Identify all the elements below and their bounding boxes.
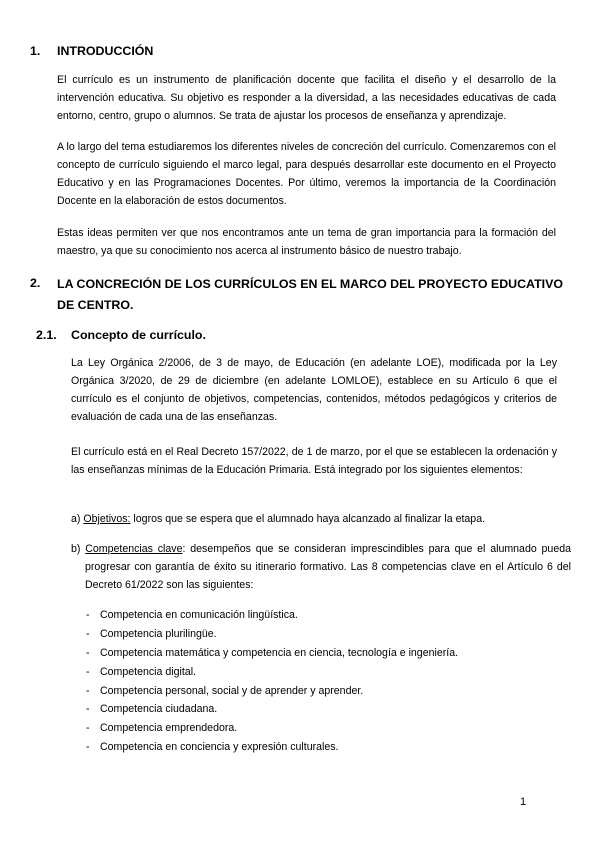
term-competencias-clave: Competencias clave (85, 543, 183, 555)
list-item: - Competencia en comunicación lingüística. (86, 606, 458, 625)
list-item-a (71, 510, 557, 528)
item-text: logros que se espera que el alumnado haya alcanzado al finalizar la etapa. (130, 513, 486, 525)
paragraph: La Ley Orgánica 2/2006, de 3 de mayo, de Educación (en adelante LOE), modificada por la Ley Orgánica 3/2020, de 29 de diciembre (en adelante LOMLOE), establece en su Artículo 6 que el currículo es el conjunto de objetivos, competencias, contenidos, métodos pedagógicos y criterios de evaluación de cada una de las enseñanzas. (71, 357, 557, 423)
item-text: : desempeños que se consideran imprescindibles para que el alumnado pueda progresar con garantía de éxito su itinerario formativo. Las 8 competencias clave en el Artículo 6 del Decreto 61/2022 son las siguientes: (85, 543, 571, 591)
list-marker: a) (71, 513, 81, 525)
section-number: 2. (30, 276, 41, 290)
list-item: - Competencia matemática y competencia en ciencia, tecnología e ingeniería. (86, 644, 458, 663)
section-number: 2.1. (36, 328, 57, 342)
section-title: Concepto de currículo. (71, 328, 206, 342)
list-item: - Competencia personal, social y de aprender y aprender. (86, 682, 458, 701)
list-marker: b) (71, 543, 81, 555)
list-item-b (71, 540, 571, 594)
paragraph: Estas ideas permiten ver que nos encontramos ante un tema de gran importancia para la formación del maestro, ya que su conocimiento nos acerca al instrumento básico de nuestro trabajo. (57, 227, 556, 257)
list-item: - Competencia ciudadana. (86, 700, 458, 719)
paragraph: El currículo es un instrumento de planificación docente que facilita el diseño y el desarrollo de la intervención educativa. Su objetivo es responder a la diversidad, a las necesidades educativas de cada entorno, centro, grupo o alumnos. Se trata de ajustar los procesos de enseñanza y aprendizaje. (57, 74, 556, 122)
paragraph: El currículo está en el Real Decreto 157/2022, de 1 de marzo, por el que se establecen la ordenación y las enseñanzas mínimas de la Educación Primaria. Está integrado por los siguientes elementos: (71, 446, 557, 476)
paragraph: A lo largo del tema estudiaremos los diferentes niveles de concreción del currículo. Comenzaremos con el concepto de currículo siguiendo el marco legal, para después desarrollar este documento en el Proyecto Educativo y en las Programaciones Docentes. Por último, veremos la importancia de la Coordinación Docente en la elaboración de estos documentos. (57, 141, 556, 207)
term-objetivos: Objetivos: (83, 513, 131, 525)
list-item: - Competencia en conciencia y expresión culturales. (86, 738, 458, 757)
section-title: LA CONCRECIÓN DE LOS CURRÍCULOS EN EL MARCO DEL PROYECTO EDUCATIVO DE CENTRO. (57, 277, 563, 312)
competencias-list (86, 606, 458, 757)
list-item: - Competencia digital. (86, 663, 458, 682)
list-item: - Competencia emprendedora. (86, 719, 458, 738)
section-number: 1. (30, 44, 41, 58)
list-item: - Competencia plurilingüe. (86, 625, 458, 644)
section-title: INTRODUCCIÓN (57, 44, 154, 58)
page-number: 1 (520, 796, 527, 808)
